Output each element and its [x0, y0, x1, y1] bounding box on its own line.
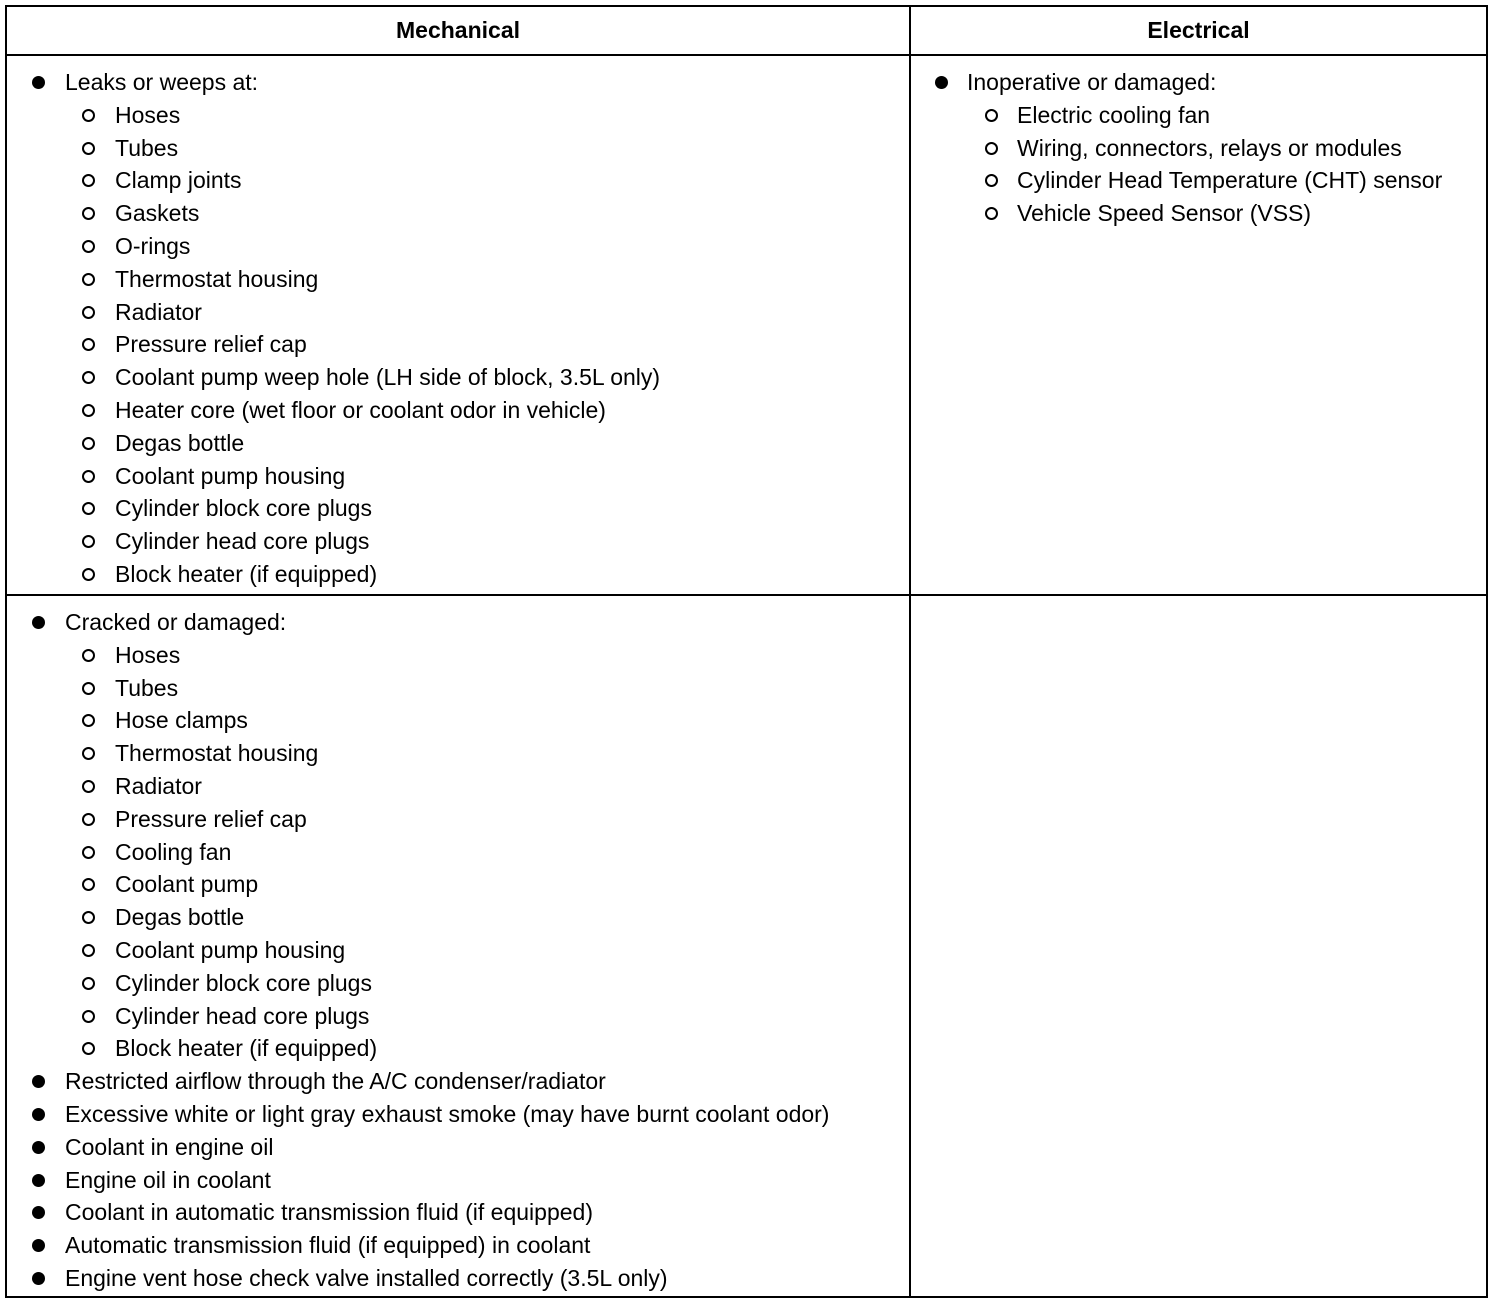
list-item: Cylinder block core plugs — [7, 967, 909, 1000]
list-item: Cylinder block core plugs — [7, 492, 909, 525]
list-item: Degas bottle — [7, 901, 909, 934]
cell-mechanical-leaks — [7, 56, 909, 594]
list-item: Coolant in automatic transmission fluid (if equipped) — [7, 1196, 909, 1229]
list-item: Cylinder head core plugs — [7, 525, 909, 558]
list-item: Coolant pump — [7, 868, 909, 901]
list-item: Degas bottle — [7, 427, 909, 460]
cell-electrical-inoperative — [911, 56, 1486, 594]
list-item: Excessive white or light gray exhaust smoke (may have burnt coolant odor) — [7, 1098, 909, 1131]
leaks-list — [7, 66, 909, 591]
list-item: Restricted airflow through the A/C condenser/radiator — [7, 1065, 909, 1098]
list-item: Vehicle Speed Sensor (VSS) — [911, 197, 1486, 230]
list-item: Automatic transmission fluid (if equipped) in coolant — [7, 1229, 909, 1262]
list-item: Hoses — [7, 639, 909, 672]
list-item: Pressure relief cap — [7, 803, 909, 836]
list-item: Block heater (if equipped) — [7, 1032, 909, 1065]
list-item: Thermostat housing — [7, 737, 909, 770]
list-item-lead: Leaks or weeps at: — [7, 66, 909, 99]
list-item: Block heater (if equipped) — [7, 558, 909, 591]
inoperative-list — [911, 66, 1486, 230]
cracked-list — [7, 606, 909, 1295]
header-electrical: Electrical — [1147, 17, 1250, 43]
symptom-table — [5, 5, 1488, 1298]
list-item: Electric cooling fan — [911, 99, 1486, 132]
list-item: Tubes — [7, 132, 909, 165]
list-item-lead: Inoperative or damaged: — [911, 66, 1486, 99]
list-item: Cylinder head core plugs — [7, 1000, 909, 1033]
list-item: Radiator — [7, 770, 909, 803]
list-item: Coolant pump housing — [7, 934, 909, 967]
list-item: Heater core (wet floor or coolant odor in vehicle) — [7, 394, 909, 427]
list-item: Wiring, connectors, relays or modules — [911, 132, 1486, 165]
list-item: Engine vent hose check valve installed correctly (3.5L only) — [7, 1262, 909, 1295]
list-item: Engine oil in coolant — [7, 1164, 909, 1197]
list-item: Pressure relief cap — [7, 328, 909, 361]
list-item: O-rings — [7, 230, 909, 263]
list-item: Radiator — [7, 296, 909, 329]
list-item: Clamp joints — [7, 164, 909, 197]
list-item: Tubes — [7, 672, 909, 705]
cell-mechanical-cracked — [7, 596, 909, 1296]
list-item: Gaskets — [7, 197, 909, 230]
cell-electrical-empty — [911, 596, 1486, 1296]
list-item: Coolant in engine oil — [7, 1131, 909, 1164]
list-item: Hoses — [7, 99, 909, 132]
header-mechanical: Mechanical — [396, 17, 520, 43]
list-item: Coolant pump weep hole (LH side of block, 3.5L only) — [7, 361, 909, 394]
list-item: Hose clamps — [7, 704, 909, 737]
list-item: Cylinder Head Temperature (CHT) sensor — [911, 164, 1486, 197]
list-item: Thermostat housing — [7, 263, 909, 296]
list-item: Cooling fan — [7, 836, 909, 869]
list-item-lead: Cracked or damaged: — [7, 606, 909, 639]
list-item: Coolant pump housing — [7, 460, 909, 493]
